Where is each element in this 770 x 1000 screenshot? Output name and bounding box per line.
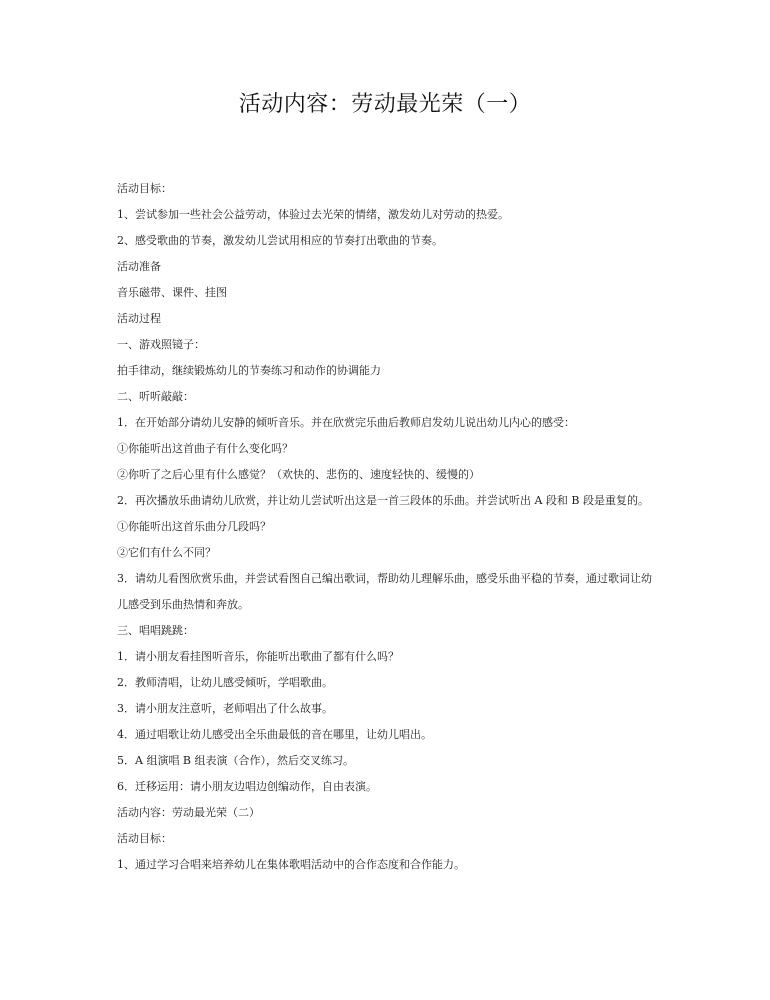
- document-title: 活动内容：劳动最光荣（一）: [238, 92, 532, 117]
- paragraph: 1．在开始部分请幼儿安静的倾听音乐。并在欣赏完乐曲后教师启发幼儿说出幼儿内心的感受：: [117, 416, 575, 429]
- paragraph: 2、感受歌曲的节奏，激发幼儿尝试用相应的节奏打出歌曲的节奏。: [117, 234, 443, 247]
- paragraph: 1、尝试参加一些社会公益劳动，体验过去光荣的情绪，激发幼儿对劳动的热爱。: [117, 208, 509, 221]
- paragraph: 拍手律动，继续锻炼幼儿的节奏练习和动作的协调能力: [117, 364, 381, 377]
- paragraph: 活动目标：: [117, 832, 172, 845]
- paragraph: 6．迁移运用：请小朋友边唱边创编动作，自由表演。: [117, 780, 377, 793]
- paragraph: 3．请小朋友注意听，老师唱出了什么故事。: [117, 702, 333, 715]
- paragraph: 2．再次播放乐曲请幼儿欣赏，并让幼儿尝试听出这是一首三段体的乐曲。并尝试听出 A 段和 B 段是重复的。: [117, 494, 650, 507]
- document-body: [117, 176, 662, 878]
- paragraph: 活动内容：劳动最光荣（二）: [117, 806, 260, 819]
- paragraph: 3．请幼儿看图欣赏乐曲，并尝试看图自己编出歌词，帮助幼儿理解乐曲，感受乐曲平稳的节奏，通过歌词让幼儿感受到乐曲热情和奔放。: [117, 572, 652, 611]
- paragraph: 1、通过学习合唱来培养幼儿在集体歌唱活动中的合作态度和合作能力。: [117, 858, 465, 871]
- paragraph: 2．教师清唱，让幼儿感受倾听，学唱歌曲。: [117, 676, 333, 689]
- paragraph: 活动准备: [117, 260, 161, 273]
- paragraph: 活动过程: [117, 312, 161, 325]
- paragraph: 二、听听敲敲：: [117, 390, 194, 403]
- paragraph: ②你听了之后心里有什么感觉？（欢快的、悲伤的、速度轻快的、缓慢的）: [117, 468, 480, 481]
- paragraph: 1．请小朋友看挂图听音乐，你能听出歌曲了都有什么吗？: [117, 650, 399, 663]
- paragraph: 5．A 组演唱 B 组表演（合作），然后交叉练习。: [117, 754, 355, 767]
- paragraph: ①你能听出这首乐曲分几段吗？: [117, 520, 271, 533]
- paragraph: 4．通过唱歌让幼儿感受出全乐曲最低的音在哪里，让幼儿唱出。: [117, 728, 432, 741]
- paragraph: 活动目标：: [117, 182, 172, 195]
- paragraph: ①你能听出这首曲子有什么变化吗？: [117, 442, 293, 455]
- paragraph: 一、游戏照镜子：: [117, 338, 205, 351]
- paragraph: 音乐磁带、课件、挂图: [117, 286, 227, 299]
- paragraph: 三、唱唱跳跳：: [117, 624, 194, 637]
- paragraph: ②它们有什么不同？: [117, 546, 216, 559]
